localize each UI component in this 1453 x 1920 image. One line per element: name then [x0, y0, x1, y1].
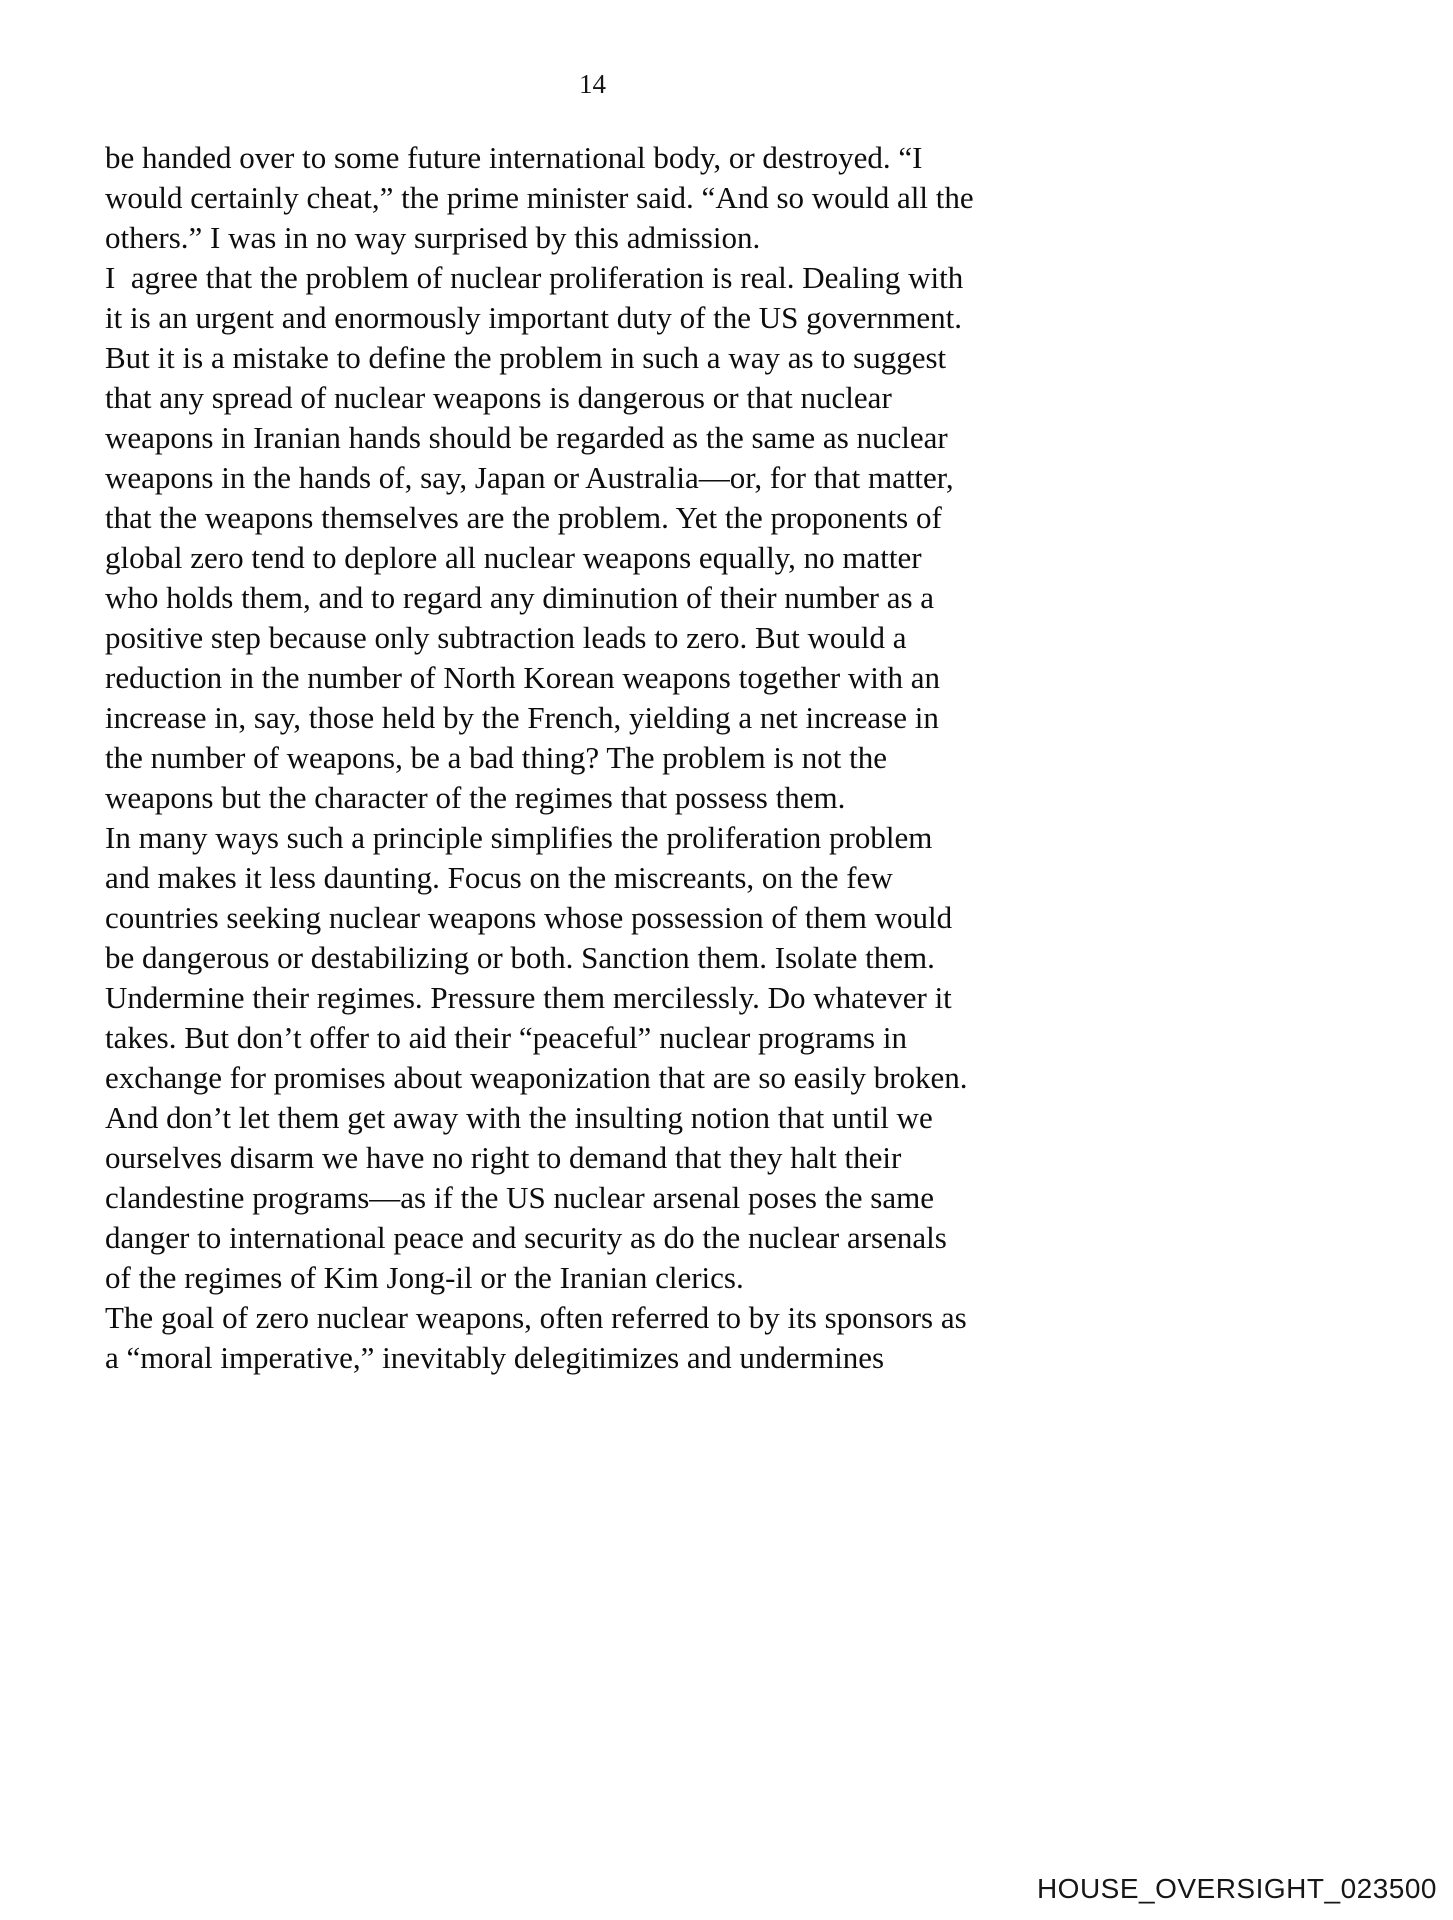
text-line: takes. But don’t offer to aid their “peaceful” nuclear programs in — [105, 1020, 907, 1055]
text-line: The goal of zero nuclear weapons, often referred to by its sponsors as — [105, 1300, 967, 1335]
body-text — [105, 138, 1135, 1378]
text-line: be dangerous or destabilizing or both. Sanction them. Isolate them. — [105, 940, 935, 975]
text-line: ourselves disarm we have no right to demand that they halt their — [105, 1140, 902, 1175]
page-number: 14 — [579, 69, 606, 99]
text-line: I agree that the problem of nuclear proliferation is real. Dealing with — [105, 260, 964, 295]
text-line: that any spread of nuclear weapons is dangerous or that nuclear — [105, 380, 892, 415]
text-line: In many ways such a principle simplifies the proliferation problem — [105, 820, 933, 855]
text-line: and makes it less daunting. Focus on the miscreants, on the few — [105, 860, 893, 895]
text-line: reduction in the number of North Korean weapons together with an — [105, 660, 941, 695]
text-line: But it is a mistake to define the problem in such a way as to suggest — [105, 340, 947, 375]
text-line: weapons in Iranian hands should be regarded as the same as nuclear — [105, 420, 948, 455]
bates-number: HOUSE_OVERSIGHT_023500 — [1036, 1873, 1437, 1904]
text-line: weapons in the hands of, say, Japan or Australia—or, for that matter, — [105, 460, 954, 495]
text-line: countries seeking nuclear weapons whose possession of them would — [105, 900, 953, 935]
text-line: the number of weapons, be a bad thing? The problem is not the — [105, 740, 887, 775]
text-line: increase in, say, those held by the French, yielding a net increase in — [105, 700, 939, 735]
text-line: global zero tend to deplore all nuclear weapons equally, no matter — [105, 540, 922, 575]
text-line: it is an urgent and enormously important duty of the US government. — [105, 300, 962, 335]
text-line: be handed over to some future international body, or destroyed. “I — [105, 140, 923, 175]
text-line: exchange for promises about weaponization that are so easily broken. — [105, 1060, 968, 1095]
text-line: weapons but the character of the regimes that possess them. — [105, 780, 846, 815]
text-line: clandestine programs—as if the US nuclear arsenal poses the same — [105, 1180, 934, 1215]
text-line: a “moral imperative,” inevitably delegitimizes and undermines — [105, 1340, 885, 1375]
text-line: danger to international peace and security as do the nuclear arsenals — [105, 1220, 947, 1255]
text-line: Undermine their regimes. Pressure them mercilessly. Do whatever it — [105, 980, 952, 1015]
text-line: who holds them, and to regard any diminution of their number as a — [105, 580, 935, 615]
text-line: And don’t let them get away with the insulting notion that until we — [105, 1100, 933, 1135]
text-line: others.” I was in no way surprised by this admission. — [105, 220, 761, 255]
text-line: of the regimes of Kim Jong-il or the Iranian clerics. — [105, 1260, 744, 1295]
text-line: that the weapons themselves are the problem. Yet the proponents of — [105, 500, 942, 535]
text-line: positive step because only subtraction leads to zero. But would a — [105, 620, 907, 655]
text-line: would certainly cheat,” the prime minister said. “And so would all the — [105, 180, 974, 215]
